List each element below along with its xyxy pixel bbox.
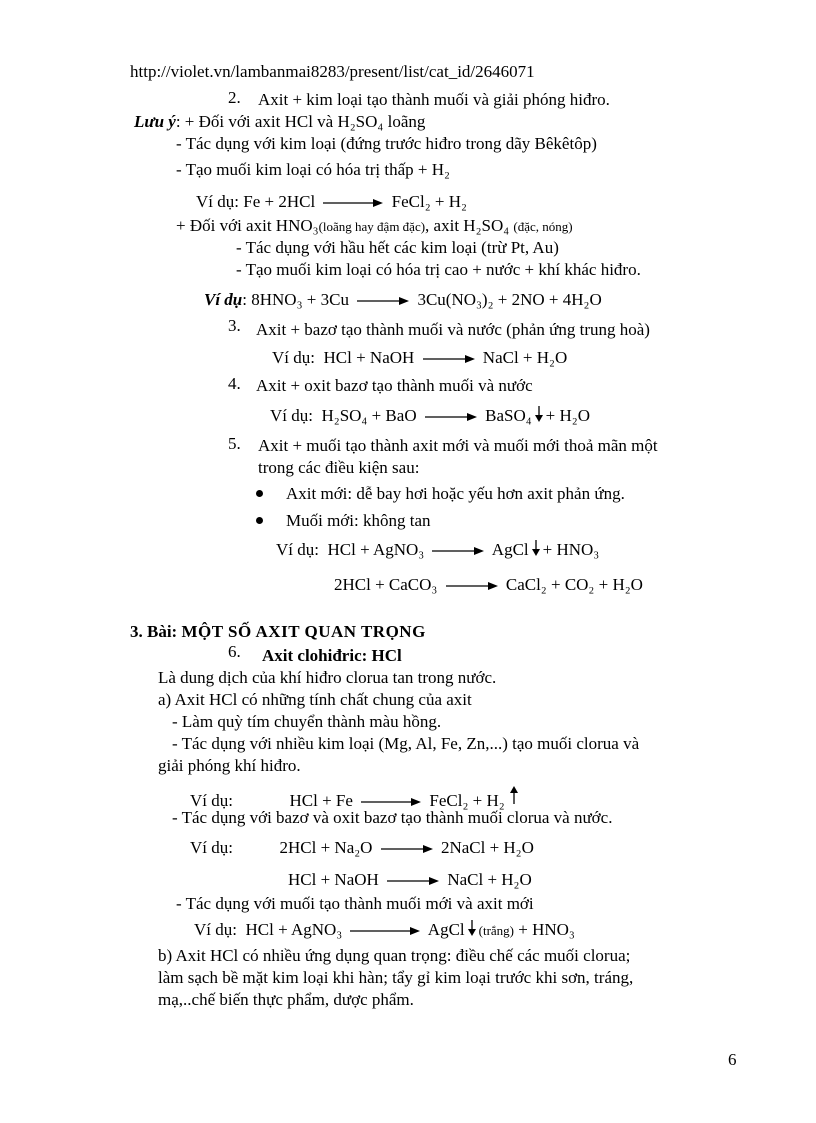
equation-right: FeCl₂ + H₂ xyxy=(391,192,467,211)
equation xyxy=(276,540,599,560)
note-label: Lưu ý xyxy=(134,112,176,131)
paragraph: a) Axit HCl có những tính chất chung của axit xyxy=(158,690,472,709)
note-bullet: - Tạo muối kim loại có hóa trị thấp + H₂ xyxy=(176,160,450,179)
paragraph: - Làm quỳ tím chuyển thành màu hồng. xyxy=(172,712,442,731)
note-bullet: - Tạo muối kim loại có hóa trị cao + nước + khí khác hiđro. xyxy=(236,260,641,279)
item-text: Axit + kim loại tạo thành muối và giải phóng hiđro. xyxy=(258,90,610,109)
equation-right: + HNO₃ xyxy=(518,920,575,939)
section-prefix: 3. Bài: xyxy=(130,622,178,641)
equation xyxy=(270,406,590,426)
equation-right: + HNO₃ xyxy=(542,540,600,559)
bullet-icon xyxy=(256,490,263,497)
item-number: 2. xyxy=(228,88,241,107)
equation-right: NaCl + H₂O xyxy=(482,348,568,367)
note-text: : + Đối với axit HCl và H₂SO₄ loãng xyxy=(175,112,426,131)
equation xyxy=(194,920,575,941)
equation-right: 3Cu(NO₃)₂ + 2NO + 4H₂O xyxy=(417,290,602,309)
equation xyxy=(204,290,602,310)
equation-note: (trắng) xyxy=(478,923,515,938)
equation-left: HCl + Fe xyxy=(289,791,353,810)
note-line xyxy=(134,112,425,132)
equation-left: : 8HNO₃ + 3Cu xyxy=(242,290,349,309)
equation-label: Ví dụ: xyxy=(276,540,319,559)
arrow-right-icon xyxy=(387,874,439,888)
equation-right: + H₂O xyxy=(545,406,590,425)
section-heading: MỘT SỐ AXIT QUAN TRỌNG xyxy=(181,622,426,641)
equation-label: Ví dụ xyxy=(204,290,243,309)
note-bullet: - Tác dụng với hầu hết các kim loại (trừ Pt, Au) xyxy=(236,238,559,257)
paragraph: làm sạch bề mặt kim loại khi hàn; tẩy gỉ kim loại trước khi sơn, tráng, xyxy=(158,968,634,987)
equation-left: HCl + AgNO₃ xyxy=(327,540,425,559)
item-text: Axit + muối tạo thành axit mới và muối mới thoả mãn một xyxy=(258,436,658,455)
equation xyxy=(190,838,534,858)
item-text: Axit + bazơ tạo thành muối và nước (phản ứng trung hoà) xyxy=(256,320,650,339)
arrow-down-icon xyxy=(467,920,477,936)
paragraph: b) Axit HCl có nhiều ứng dụng quan trọng: điều chế các muối clorua; xyxy=(158,946,631,965)
arrow-down-icon xyxy=(534,406,544,422)
header-url: http://violet.vn/lambanmai8283/present/list/cat_id/2646071 xyxy=(130,62,535,81)
equation-label: Ví dụ: xyxy=(270,406,313,425)
bullet-icon xyxy=(256,517,263,524)
arrow-right-icon xyxy=(446,579,498,593)
arrow-right-icon xyxy=(361,795,421,809)
paragraph: Là dung dịch của khí hiđro clorua tan trong nước. xyxy=(158,668,497,687)
arrow-right-icon xyxy=(323,196,383,210)
item-text: trong các điều kiện sau: xyxy=(258,458,420,477)
equation-label: Ví dụ: xyxy=(194,920,237,939)
paragraph: mạ,..chế biến thực phẩm, dược phẩm. xyxy=(158,990,414,1009)
equation xyxy=(272,348,567,368)
equation-label: Ví dụ: xyxy=(190,838,233,857)
equation xyxy=(334,575,643,595)
arrow-right-icon xyxy=(357,294,409,308)
item-number: 5. xyxy=(228,434,241,453)
equation-left: Fe + 2HCl xyxy=(243,192,316,211)
equation xyxy=(288,870,532,890)
equation-left: HCl + AgNO₃ xyxy=(245,920,343,939)
arrow-down-icon xyxy=(531,540,541,556)
note-line: + Đối với axit HNO₃(loãng hay đậm đặc), axit H₂SO₄ (đặc, nóng) xyxy=(176,216,573,235)
paragraph: - Tác dụng với nhiều kim loại (Mg, Al, Fe, Zn,...) tạo muối clorua và xyxy=(172,734,640,753)
arrow-up-icon xyxy=(509,786,519,804)
equation-left: H₂SO₄ + BaO xyxy=(321,406,417,425)
section-title xyxy=(130,622,426,642)
arrow-right-icon xyxy=(425,410,477,424)
equation-left: 2HCl + Na₂O xyxy=(279,838,373,857)
equation-left: HCl + NaOH xyxy=(323,348,415,367)
item-number: 4. xyxy=(228,374,241,393)
equation-right: AgCl xyxy=(427,920,465,939)
equation-right: FeCl₂ + H₂ xyxy=(429,791,505,810)
equation-right: NaCl + H₂O xyxy=(447,870,532,889)
note-bullet: - Tác dụng với kim loại (đứng trước hiđro trong dãy Bêkêtôp) xyxy=(176,134,597,153)
arrow-right-icon xyxy=(423,352,475,366)
item-title: Axit clohiđric: HCl xyxy=(262,646,402,665)
equation xyxy=(196,192,467,212)
bullet-text: Muối mới: không tan xyxy=(286,511,431,530)
item-number: 6. xyxy=(228,642,241,661)
arrow-right-icon xyxy=(381,842,433,856)
equation-left: HCl + NaOH xyxy=(288,870,379,889)
equation-right: CaCl₂ + CO₂ + H₂O xyxy=(505,575,643,594)
equation-label: Ví dụ: xyxy=(272,348,315,367)
bullet-text: Axit mới: dễ bay hơi hoặc yếu hơn axit phản ứng. xyxy=(286,484,625,503)
equation-label: Ví dụ: xyxy=(196,192,239,211)
page-number: 6 xyxy=(728,1050,737,1069)
item-text: Axit + oxit bazơ tạo thành muối và nước xyxy=(256,376,533,395)
paragraph: giải phóng khí hiđro. xyxy=(158,756,301,775)
equation-label: Ví dụ: xyxy=(190,791,233,810)
arrow-right-icon xyxy=(432,544,484,558)
item-number: 3. xyxy=(228,316,241,335)
equation-right: AgCl xyxy=(491,540,529,559)
equation-right: BaSO₄ xyxy=(485,406,532,425)
arrow-right-icon xyxy=(350,924,420,938)
equation-right: 2NaCl + H₂O xyxy=(440,838,534,857)
equation-left: 2HCl + CaCO₃ xyxy=(334,575,438,594)
paragraph: - Tác dụng với bazơ và oxit bazơ tạo thành muối clorua và nước. xyxy=(172,808,613,827)
paragraph: - Tác dụng với muối tạo thành muối mới và axit mới xyxy=(176,894,534,913)
